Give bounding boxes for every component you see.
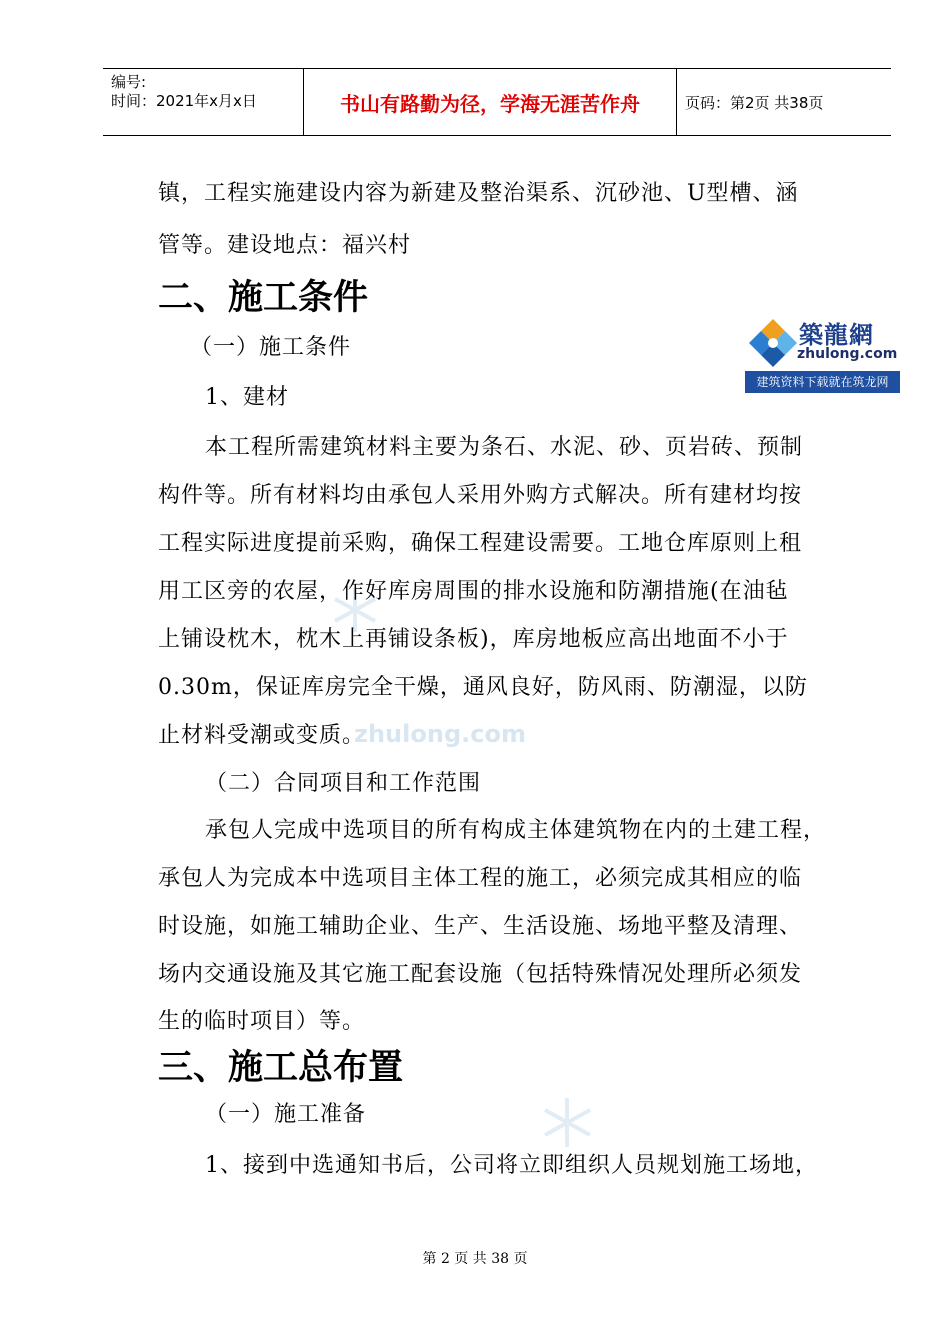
logo-mark-icon — [749, 317, 797, 367]
header-meta — [103, 69, 304, 135]
logo-domain: zhulong.com — [797, 346, 898, 362]
para-line: 时设施，如施工辅助企业、生产、生活设施、场地平整及清理、 — [158, 914, 803, 939]
para-line: 上铺设枕木，枕木上再铺设条板)，库房地板应高出地面不小于 — [158, 627, 789, 652]
section-2-heading: 二、施工条件 — [158, 278, 369, 318]
page-header — [103, 68, 891, 136]
para-line: 本工程所需建筑材料主要为条石、水泥、砂、页岩砖、预制 — [205, 435, 804, 460]
section-3-heading: 三、施工总布置 — [158, 1048, 404, 1088]
faint-watermark: zhulong.com — [354, 720, 526, 748]
para-line: 构件等。所有材料均由承包人采用外购方式解决。所有建材均按 — [158, 483, 803, 508]
logo-slogan: 建筑资料下载就在筑龙网 — [745, 371, 900, 393]
para-line: 0.30m，保证库房完全干燥，通风良好，防风雨、防潮湿，以防 — [158, 675, 808, 700]
zhulong-logo — [745, 313, 900, 395]
page-footer: 第 2 页 共 38 页 — [422, 1251, 528, 1267]
para-line: 承包人为完成本中选项目主体工程的施工，必须完成其相应的临 — [158, 866, 803, 891]
time-label: 时间：2021年x月x日 — [111, 92, 257, 110]
logo-title: 築龍網 — [799, 320, 874, 349]
body-line-2: 管等。建设地点：福兴村 — [158, 233, 412, 258]
para-line: 生的临时项目）等。 — [158, 1009, 366, 1034]
section-2-sub-2: （二）合同项目和工作范围 — [205, 771, 482, 796]
section-2-sub-1: （一）施工条件 — [190, 335, 352, 360]
para-line: 止材料受潮或变质。 — [158, 723, 366, 748]
section-2-item-1: 1、建材 — [205, 385, 289, 410]
section-3-sub-1: （一）施工准备 — [205, 1102, 367, 1127]
para-line: 工程实际进度提前采购，确保工程建设需要。工地仓库原则上租 — [158, 531, 803, 556]
faint-snowflake-icon-2 — [540, 1095, 595, 1150]
number-label: 编号: — [111, 73, 147, 91]
para-line: 用工区旁的农屋，作好库房周围的排水设施和防潮措施(在油毡 — [158, 579, 789, 604]
para-line: 场内交通设施及其它施工配套设施（包括特殊情况处理所必须发 — [158, 962, 803, 987]
header-motto: 书山有路勤为径，学海无涯苦作舟 — [304, 69, 677, 135]
para-line: 承包人完成中选项目的所有构成主体建筑物在内的土建工程， — [205, 818, 827, 843]
header-page-info: 页码：第2页 共38页 — [685, 93, 824, 112]
body-line-1: 镇，工程实施建设内容为新建及整治渠系、沉砂池、U型槽、涵 — [158, 181, 799, 206]
para-line: 1、接到中选通知书后，公司将立即组织人员规划施工场地， — [205, 1153, 818, 1178]
